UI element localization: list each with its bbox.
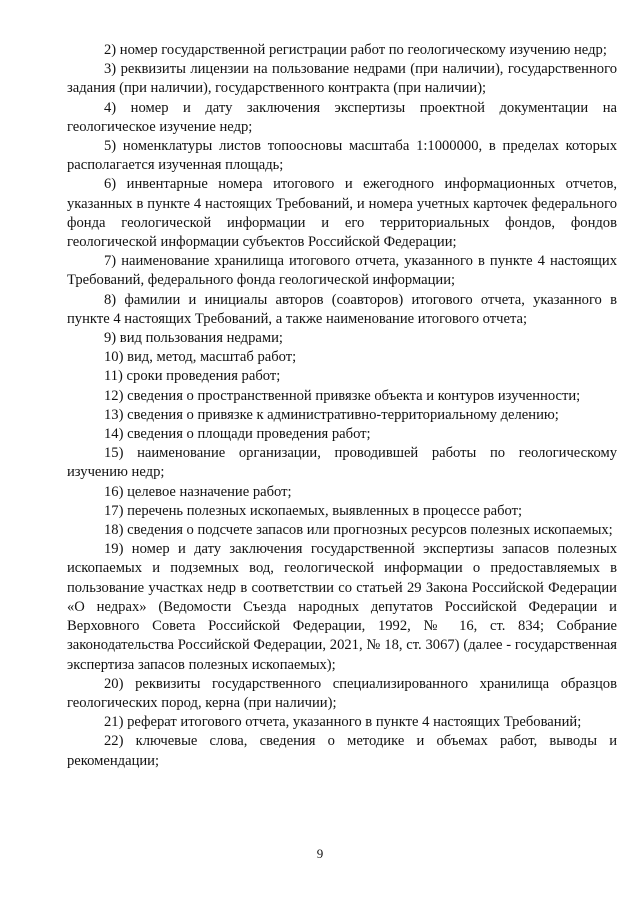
list-item: 6) инвентарные номера итогового и ежегодного информационных отчетов, указанных в пункте 4 настоящих Требований, и номера учетных карточек федерального фонда геологической информации и его территориальных фондов, фондов геологической информации субъектов Российской Федерации;	[67, 176, 617, 251]
list-item: 8) фамилии и инициалы авторов (соавторов) итогового отчета, указанного в пункте 4 настоящих Требований, а также наименование итогового отчета;	[67, 291, 617, 327]
list-item: 10) вид, метод, масштаб работ;	[104, 349, 297, 366]
list-item: 18) сведения о подсчете запасов или прогнозных ресурсов полезных ископаемых;	[104, 522, 613, 539]
list-item: 17) перечень полезных ископаемых, выявленных в процессе работ;	[104, 502, 523, 519]
list-item: 5) номенклатуры листов топоосновы масштаба 1:1000000, в пределах которых располагается изученная площадь;	[67, 138, 617, 174]
list-item: 9) вид пользования недрами;	[104, 330, 283, 347]
requirements-list	[67, 41, 617, 771]
list-item: 20) реквизиты государственного специализированного хранилища образцов геологических пород, керна (при наличии);	[67, 675, 617, 711]
list-item: 13) сведения о привязке к административно-территориальному делению;	[104, 406, 559, 423]
list-item: 2) номер государственной регистрации работ по геологическому изучению недр;	[104, 42, 607, 58]
list-item: 16) целевое назначение работ;	[104, 483, 292, 500]
list-item: 7) наименование хранилища итогового отчета, указанного в пункте 4 настоящих Требований, федерального фонда геологической информации;	[67, 253, 617, 289]
list-item: 19) номер и дату заключения государственной экспертизы запасов полезных ископаемых и подземных вод, геологической информации о предоставляемых в пользование участках недр в соответствии со статьей 29 Закона Российской Федерации «О недрах» (Ведомости Съезда народных депутатов Российской Федерации и Верховного Совета Российской Федерации, 1992, № 16, ст. 834; Собрание законодательства Российской Федерации, 2021, № 18, ст. 3067) (далее - государственная экспертиза запасов полезных ископаемых);	[67, 541, 617, 673]
list-item: 12) сведения о пространственной привязке объекта и контуров изученности;	[104, 387, 581, 404]
list-item: 15) наименование организации, проводившей работы по геологическому изучению недр;	[67, 445, 617, 481]
list-item: 14) сведения о площади проведения работ;	[104, 426, 371, 443]
list-item: 21) реферат итогового отчета, указанного в пункте 4 настоящих Требований;	[104, 714, 582, 731]
list-item: 22) ключевые слова, сведения о методике и объемах работ, выводы и рекомендации;	[67, 733, 617, 769]
list-item: 3) реквизиты лицензии на пользование недрами (при наличии), государственного задания (при наличии), государственного контракта (при наличии);	[67, 61, 617, 97]
page-number: 9	[316, 846, 324, 861]
list-item: 11) сроки проведения работ;	[104, 368, 281, 385]
list-item: 4) номер и дату заключения экспертизы проектной документации на геологическое изучение недр;	[67, 99, 617, 135]
